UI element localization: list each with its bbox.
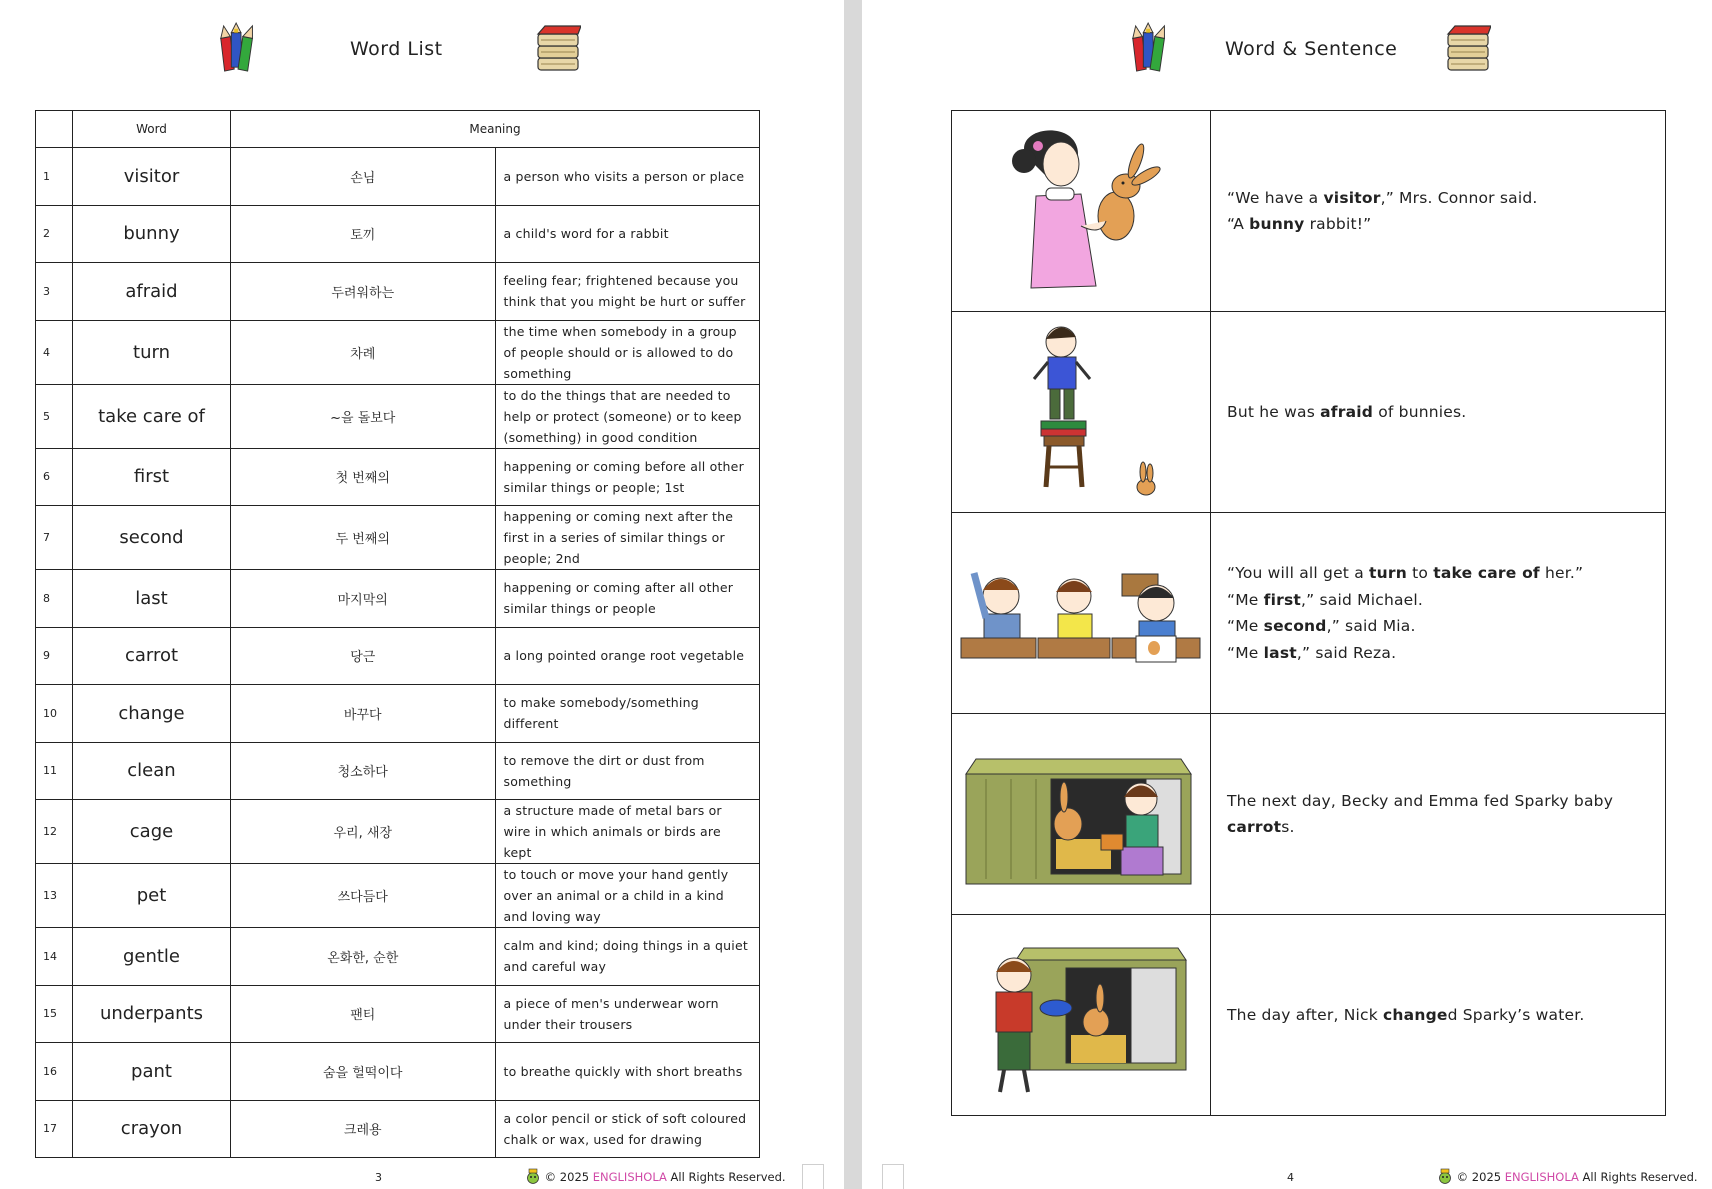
table-row [36,570,760,628]
sentence-text: ,” Mrs. Connor said. [1380,188,1538,207]
word-cell: carrot [73,627,231,685]
page-number: 4 [1287,1171,1294,1184]
girls-feeding-bunny-illustration [956,719,1206,909]
sentence-text: “Me [1227,590,1264,609]
korean-cell: 차례 [231,320,496,384]
meaning-cell: to make somebody/something different [495,685,760,743]
books-icon [1445,22,1491,74]
sentence-line [1227,640,1649,667]
copyright-year: © 2025 [544,1170,590,1184]
word-cell: turn [73,320,231,384]
number-cell: 15 [36,985,73,1043]
korean-cell: 토끼 [231,205,496,263]
table-row [36,627,760,685]
illustration-cell [952,513,1211,714]
meaning-cell: feeling fear; frightened because you think that you might be hurt or suffer [495,263,760,321]
page-corner-mark [802,1164,824,1189]
word-cell: bunny [73,205,231,263]
sentence-line [1227,1002,1649,1029]
page-title: Word List [350,38,443,60]
sentence-text: “A [1227,215,1250,233]
korean-cell: 우리, 새장 [231,800,496,864]
table-row [36,263,760,321]
vocab-word: visitor [1323,188,1381,207]
sentence-cell [1211,513,1666,714]
korean-cell: 청소하다 [231,742,496,800]
copyright-rights: All Rights Reserved. [1582,1170,1698,1184]
sentence-text: ,” said Reza. [1296,643,1397,662]
sentence-line [1227,185,1649,212]
meaning-cell: to remove the dirt or dust from something [495,742,760,800]
sentence-text: her.” [1539,564,1584,582]
table-row [36,928,760,986]
korean-cell: 당근 [231,627,496,685]
table-row [36,864,760,928]
number-cell: 8 [36,570,73,628]
page-header [862,18,1712,78]
sentence-text: d Sparky’s water. [1447,1005,1585,1024]
englishola-logo-icon [525,1168,541,1184]
number-cell: 2 [36,205,73,263]
korean-cell: 온화한, 순한 [231,928,496,986]
meaning-cell: a piece of men's underwear worn under their trousers [495,985,760,1043]
boy-on-stool-illustration [986,317,1176,507]
sentence-cell [1211,714,1666,915]
korean-cell: 손님 [231,148,496,206]
word-cell: clean [73,742,231,800]
word-cell: afraid [73,263,231,321]
word-cell: change [73,685,231,743]
korean-cell: 바꾸다 [231,685,496,743]
sentence-line [1227,211,1649,238]
word-cell: take care of [73,384,231,448]
sentence-line [1227,587,1649,614]
meaning-cell: a person who visits a person or place [495,148,760,206]
illustration-cell [952,312,1211,513]
meaning-cell: to touch or move your hand gently over an animal or a child in a kind and loving way [495,864,760,928]
pencils-icon [215,22,263,74]
korean-cell: 두려워하는 [231,263,496,321]
sentence-row [952,714,1666,915]
word-cell: pet [73,864,231,928]
sentence-line [1227,560,1649,587]
sentence-text: “You will all get a [1227,564,1370,582]
number-cell: 9 [36,627,73,685]
copyright-notice [525,1168,786,1184]
sentence-text: rabbit!” [1304,215,1372,233]
korean-cell: 두 번째의 [231,506,496,570]
number-cell: 13 [36,864,73,928]
table-row [36,742,760,800]
word-cell: pant [73,1043,231,1101]
meaning-cell: happening or coming after all other similar things or people [495,570,760,628]
sentence-row [952,111,1666,312]
vocab-word: take care of [1433,564,1540,582]
sentence-text: ,” said Michael. [1301,590,1424,609]
vocab-word: first [1263,590,1302,609]
illustration-cell [952,714,1211,915]
englishola-logo-icon [1437,1168,1453,1184]
vocab-word: carrot [1227,818,1282,836]
copyright-rights: All Rights Reserved. [670,1170,786,1184]
number-cell: 4 [36,320,73,384]
illustration-cell [952,111,1211,312]
vocab-word: turn [1369,564,1407,582]
table-row [36,1100,760,1158]
table-row [36,205,760,263]
sentence-line [1227,788,1649,815]
number-cell: 1 [36,148,73,206]
korean-cell: 팬티 [231,985,496,1043]
vocab-word: last [1263,643,1297,662]
number-cell: 7 [36,506,73,570]
number-cell: 12 [36,800,73,864]
korean-cell: 마지막의 [231,570,496,628]
page-header [0,18,844,78]
table-row [36,448,760,506]
number-cell: 3 [36,263,73,321]
meaning-header: Meaning [231,111,760,148]
page-title: Word & Sentence [1225,38,1398,60]
korean-cell: 첫 번째의 [231,448,496,506]
sentence-cell [1211,111,1666,312]
table-row [36,800,760,864]
pencils-icon [1127,22,1175,74]
number-cell: 11 [36,742,73,800]
vocab-word: change [1383,1005,1448,1024]
word-cell: underpants [73,985,231,1043]
sentence-cell [1211,312,1666,513]
vocab-word: second [1263,617,1327,635]
copyright-brand: ENGLISHOLA [592,1170,667,1184]
sentence-text: The day after, Nick [1227,1005,1384,1024]
meaning-cell: a long pointed orange root vegetable [495,627,760,685]
page-left [0,0,844,1189]
sentence-row [952,513,1666,714]
word-header: Word [73,111,231,148]
sentence-text: “Me [1227,617,1264,635]
copyright-notice [1437,1168,1698,1184]
sentence-cell [1211,915,1666,1116]
meaning-cell: happening or coming next after the first in a series of similar things or people; 2nd [495,506,760,570]
meaning-cell: happening or coming before all other similar things or people; 1st [495,448,760,506]
number-cell: 6 [36,448,73,506]
meaning-cell: to do the things that are needed to help or protect (someone) or to keep (something) in good condition [495,384,760,448]
page-number: 3 [375,1171,382,1184]
word-sentence-table [951,110,1666,1116]
sentence-text: “Me [1227,643,1264,662]
sentence-line [1227,613,1649,640]
page-right [862,0,1712,1189]
meaning-cell: a structure made of metal bars or wire in which animals or birds are kept [495,800,760,864]
sentence-text: The next day, Becky and Emma fed Sparky baby [1227,791,1614,810]
sentence-text: ,” said Mia. [1326,617,1416,635]
table-row [36,506,760,570]
table-row [36,685,760,743]
word-cell: crayon [73,1100,231,1158]
sentence-row [952,915,1666,1116]
sentence-text: of bunnies. [1373,402,1467,421]
vocab-word: afraid [1320,402,1374,421]
word-cell: cage [73,800,231,864]
copyright-brand: ENGLISHOLA [1504,1170,1579,1184]
sentence-line [1227,814,1649,841]
copyright-year: © 2025 [1456,1170,1502,1184]
korean-cell: ~을 돌보다 [231,384,496,448]
korean-cell: 크레용 [231,1100,496,1158]
number-cell: 10 [36,685,73,743]
number-cell: 17 [36,1100,73,1158]
number-header [36,111,73,148]
number-cell: 5 [36,384,73,448]
boy-changing-water-illustration [966,920,1196,1110]
korean-cell: 쓰다듬다 [231,864,496,928]
table-row [36,985,760,1043]
word-list-table [35,110,760,1158]
table-row [36,320,760,384]
page-corner-mark [882,1164,904,1189]
vocab-word: bunny [1249,215,1305,233]
table-row [36,1043,760,1101]
sentence-text: “We have a [1227,188,1324,207]
table-header-row [36,111,760,148]
word-cell: gentle [73,928,231,986]
meaning-cell: a child's word for a rabbit [495,205,760,263]
number-cell: 16 [36,1043,73,1101]
illustration-cell [952,915,1211,1116]
sentence-text: s. [1281,818,1295,836]
meaning-cell: to breathe quickly with short breaths [495,1043,760,1101]
sentence-line [1227,399,1649,426]
word-cell: second [73,506,231,570]
books-icon [535,22,581,74]
meaning-cell: a color pencil or stick of soft coloured chalk or wax, used for drawing [495,1100,760,1158]
table-row [36,148,760,206]
sentence-text: But he was [1227,402,1321,421]
word-cell: last [73,570,231,628]
table-row [36,384,760,448]
korean-cell: 숨을 헐떡이다 [231,1043,496,1101]
word-cell: first [73,448,231,506]
sentence-text: to [1406,564,1434,582]
meaning-cell: the time when somebody in a group of people should or is allowed to do something [495,320,760,384]
sentence-row [952,312,1666,513]
three-students-illustration [956,518,1206,708]
meaning-cell: calm and kind; doing things in a quiet and careful way [495,928,760,986]
number-cell: 14 [36,928,73,986]
girl-holding-bunny-illustration [986,116,1176,306]
word-cell: visitor [73,148,231,206]
